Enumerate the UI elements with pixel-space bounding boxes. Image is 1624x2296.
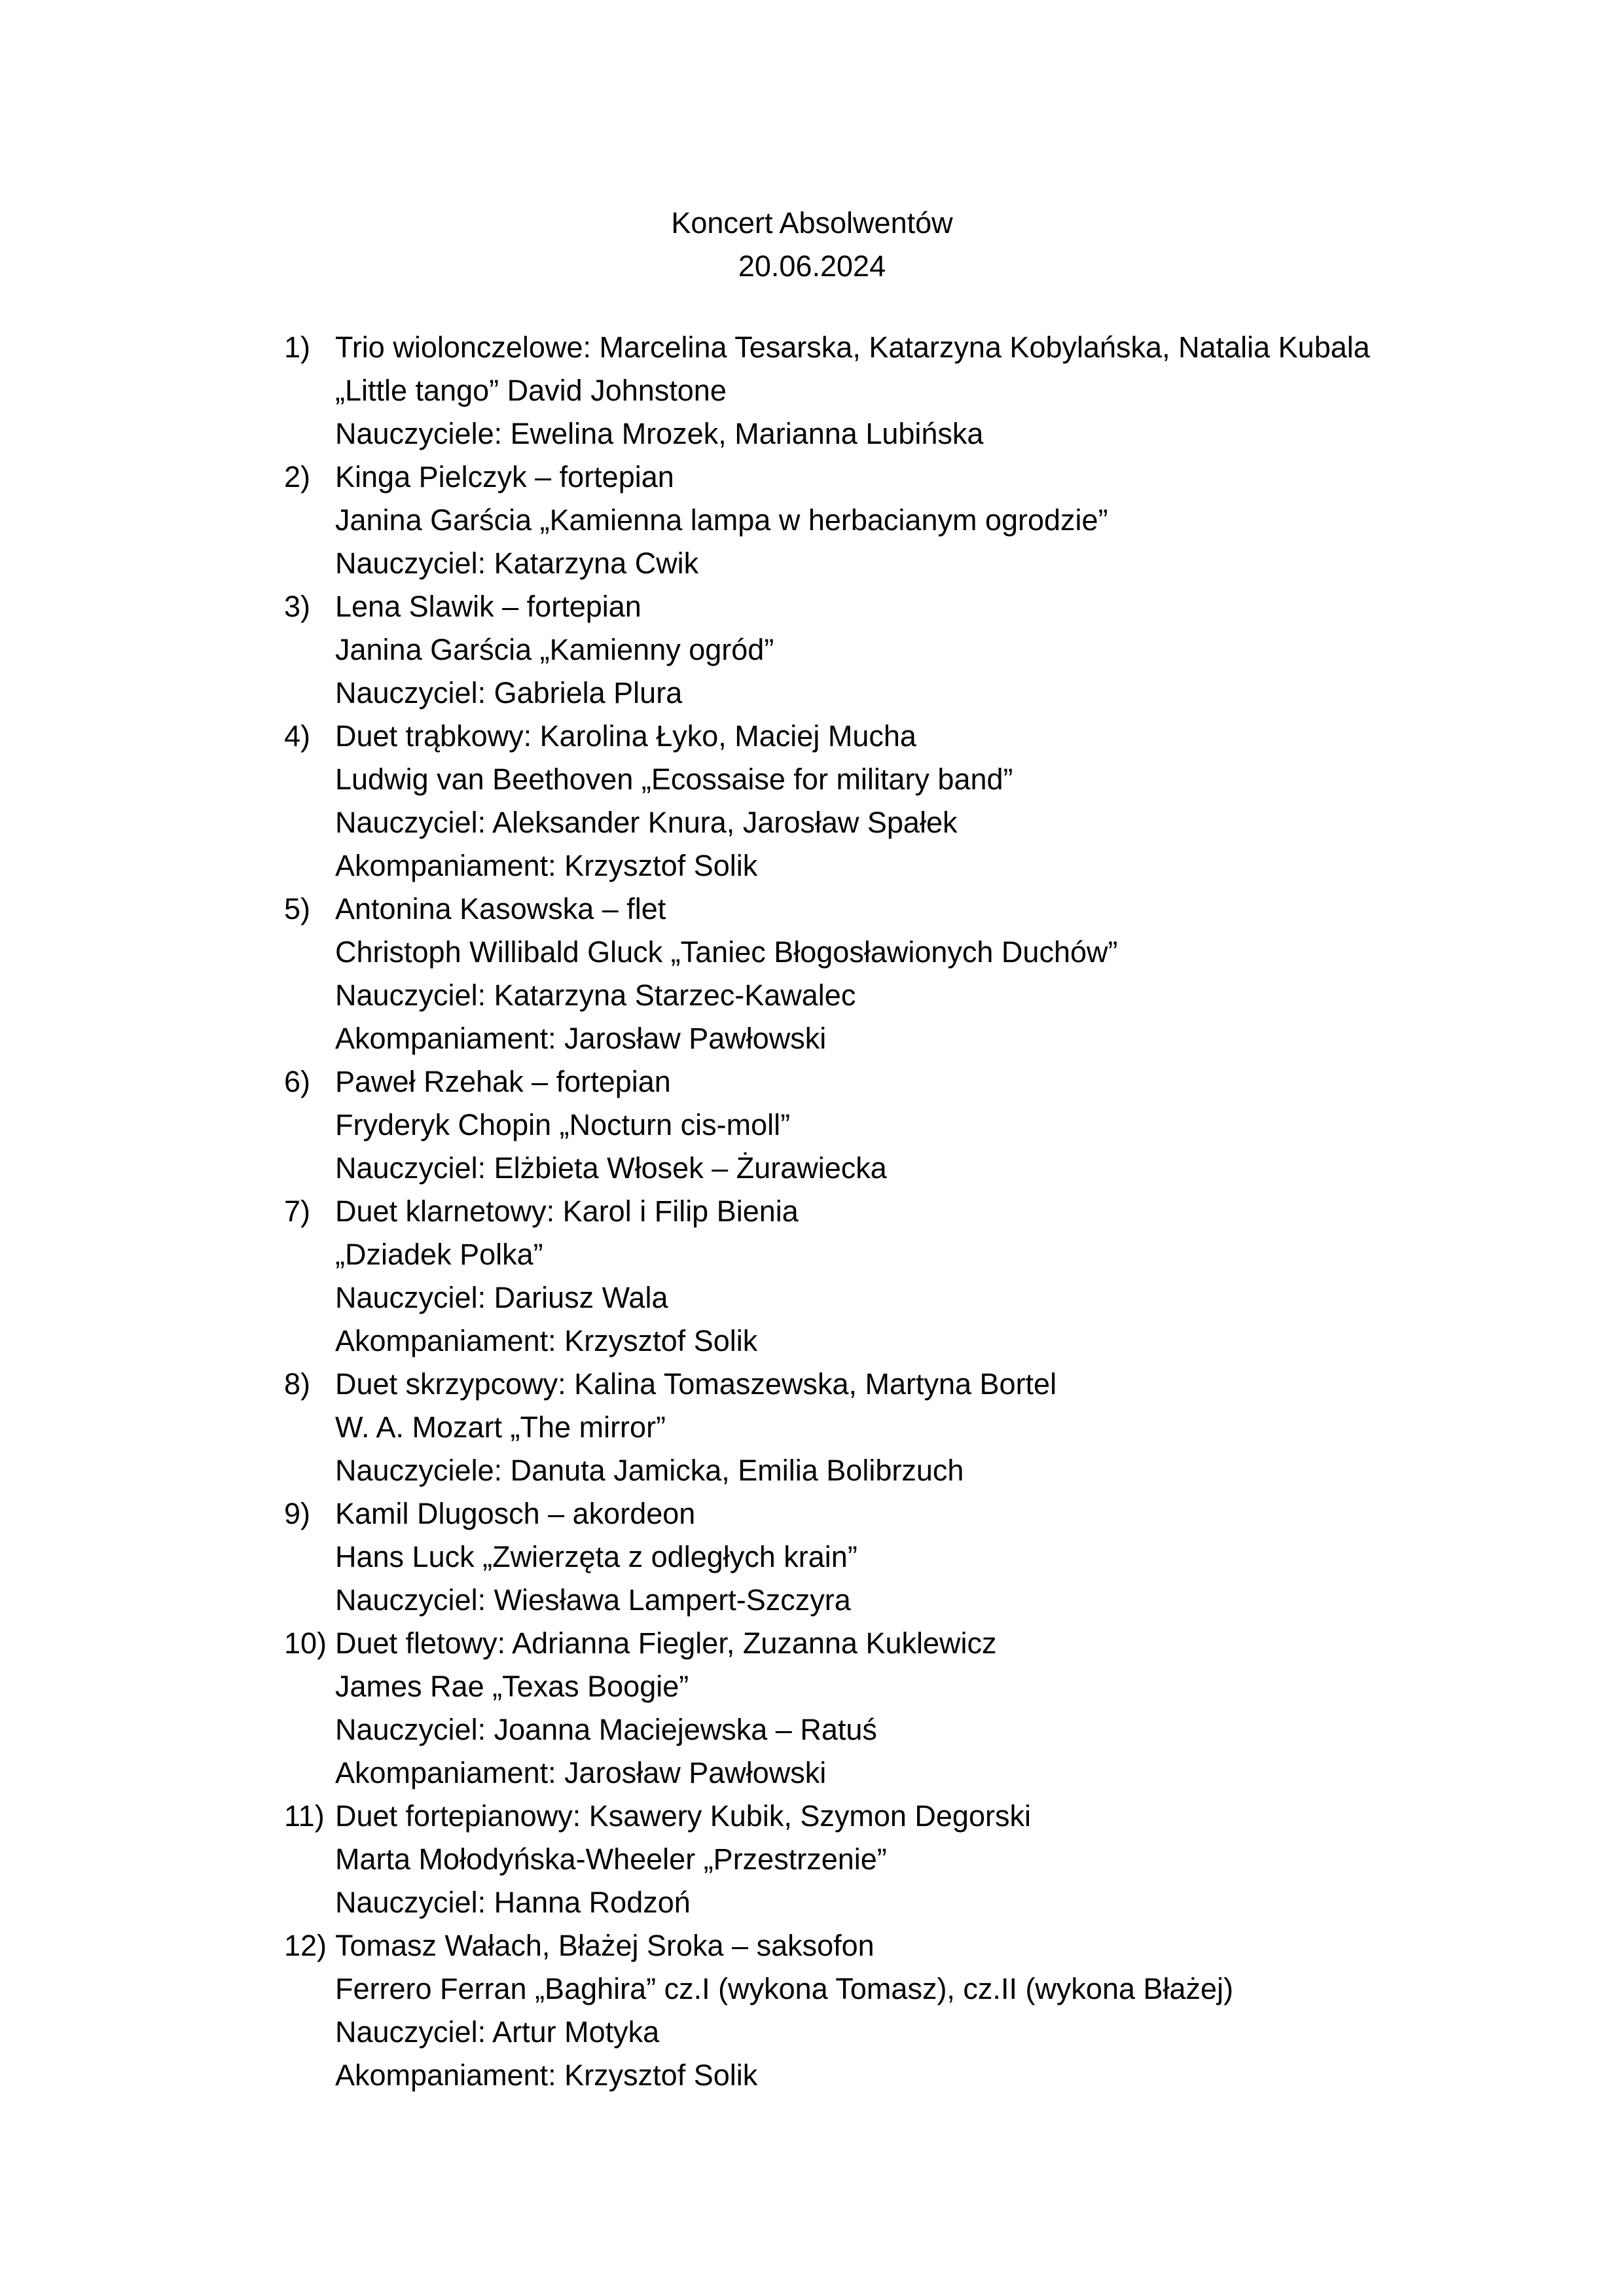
item-lines bbox=[335, 456, 1454, 585]
item-number: 6) bbox=[284, 1065, 311, 1098]
program-line: Ferrero Ferran „Baghira” cz.I (wykona Tomasz), cz.II (wykona Błażej) bbox=[335, 1972, 1234, 2005]
item-number: 11) bbox=[284, 1799, 325, 1833]
program-line: Hans Luck „Zwierzęta z odległych krain” bbox=[335, 1540, 857, 1573]
item-number: 10) bbox=[284, 1626, 327, 1660]
program-line: Duet fortepianowy: Ksawery Kubik, Szymon Degorski bbox=[335, 1799, 1031, 1833]
program-item bbox=[0, 888, 1624, 1060]
program-item bbox=[0, 1363, 1624, 1492]
program-line: „Little tango” David Johnstone bbox=[335, 374, 727, 407]
item-lines bbox=[335, 1622, 1454, 1795]
item-lines bbox=[335, 1795, 1454, 1924]
program-line: Ludwig van Beethoven „Ecossaise for military band” bbox=[335, 762, 1013, 796]
item-lines bbox=[335, 1190, 1454, 1363]
program-line: Nauczyciel: Gabriela Plura bbox=[335, 676, 683, 709]
program-line: W. A. Mozart „The mirror” bbox=[335, 1410, 666, 1444]
program-line: Nauczyciel: Aleksander Knura, Jarosław Spałek bbox=[335, 806, 958, 839]
item-lines bbox=[335, 326, 1454, 456]
program-line: Akompaniament: Krzysztof Solik bbox=[335, 849, 758, 882]
program-line: Janina Garścia „Kamienna lampa w herbacianym ogrodzie” bbox=[335, 503, 1108, 537]
program-line: Nauczyciel: Katarzyna Cwik bbox=[335, 547, 699, 580]
program-line: „Dziadek Polka” bbox=[335, 1238, 543, 1271]
program-line: Nauczyciel: Hanna Rodzoń bbox=[335, 1886, 691, 1919]
program-line: Tomasz Wałach, Błażej Sroka – saksofon bbox=[335, 1929, 875, 1962]
item-number: 2) bbox=[284, 460, 311, 493]
program-line: James Rae „Texas Boogie” bbox=[335, 1670, 689, 1703]
program-line: Nauczyciele: Danuta Jamicka, Emilia Bolibrzuch bbox=[335, 1454, 964, 1487]
program-line: Akompaniament: Krzysztof Solik bbox=[335, 1324, 758, 1357]
program-line: Marta Mołodyńska-Wheeler „Przestrzenie” bbox=[335, 1842, 887, 1876]
item-lines bbox=[335, 1363, 1454, 1492]
program-line: Duet klarnetowy: Karol i Filip Bienia bbox=[335, 1194, 799, 1228]
program-line: Lena Slawik – fortepian bbox=[335, 590, 641, 623]
page-title: Koncert Absolwentów bbox=[671, 206, 953, 240]
item-number: 7) bbox=[284, 1194, 311, 1228]
program-line: Antonina Kasowska – flet bbox=[335, 892, 666, 925]
item-lines bbox=[335, 1924, 1454, 2097]
program-line: Akompaniament: Jarosław Pawłowski bbox=[335, 1022, 827, 1055]
item-lines bbox=[335, 888, 1454, 1060]
program-item bbox=[0, 1060, 1624, 1190]
program-line: Christoph Willibald Gluck „Taniec Błogosławionych Duchów” bbox=[335, 935, 1118, 969]
program-item bbox=[0, 715, 1624, 888]
item-lines bbox=[335, 1060, 1454, 1190]
item-lines bbox=[335, 715, 1454, 888]
program-item bbox=[0, 1190, 1624, 1363]
program-line: Duet trąbkowy: Karolina Łyko, Maciej Mucha bbox=[335, 719, 916, 753]
title-block bbox=[0, 202, 1624, 288]
item-number: 9) bbox=[284, 1497, 311, 1530]
item-lines bbox=[335, 585, 1454, 715]
program-line: Janina Garścia „Kamienny ogród” bbox=[335, 633, 774, 666]
program-line: Nauczyciel: Katarzyna Starzec-Kawalec bbox=[335, 978, 856, 1012]
item-number: 4) bbox=[284, 719, 311, 753]
program-item bbox=[0, 1795, 1624, 1924]
program-line: Nauczyciel: Joanna Maciejewska – Ratuś bbox=[335, 1713, 877, 1746]
program-line: Nauczyciele: Ewelina Mrozek, Marianna Lubińska bbox=[335, 417, 984, 450]
program-item bbox=[0, 1924, 1624, 2097]
program-item bbox=[0, 585, 1624, 715]
program-item bbox=[0, 1492, 1624, 1622]
program-item bbox=[0, 326, 1624, 456]
item-number: 5) bbox=[284, 892, 311, 925]
item-number: 8) bbox=[284, 1367, 311, 1401]
program-item bbox=[0, 456, 1624, 585]
program-line: Fryderyk Chopin „Nocturn cis-moll” bbox=[335, 1108, 791, 1141]
program-item bbox=[0, 1622, 1624, 1795]
program-line: Akompaniament: Krzysztof Solik bbox=[335, 2058, 758, 2092]
program-line: Nauczyciel: Wiesława Lampert-Szczyra bbox=[335, 1583, 851, 1617]
program-list bbox=[0, 326, 1624, 2097]
program-line: Kamil Dlugosch – akordeon bbox=[335, 1497, 696, 1530]
item-number: 1) bbox=[284, 331, 311, 364]
page-date: 20.06.2024 bbox=[738, 249, 886, 283]
program-line: Nauczyciel: Dariusz Wala bbox=[335, 1281, 668, 1314]
program-line: Nauczyciel: Elżbieta Włosek – Żurawiecka bbox=[335, 1151, 887, 1185]
program-line: Akompaniament: Jarosław Pawłowski bbox=[335, 1756, 827, 1789]
program-line: Duet fletowy: Adrianna Fiegler, Zuzanna Kuklewicz bbox=[335, 1626, 997, 1660]
program-line: Trio wiolonczelowe: Marcelina Tesarska, Katarzyna Kobylańska, Natalia Kubala bbox=[335, 331, 1370, 364]
item-lines bbox=[335, 1492, 1454, 1622]
item-number: 12) bbox=[284, 1929, 327, 1962]
item-number: 3) bbox=[284, 590, 311, 623]
program-line: Nauczyciel: Artur Motyka bbox=[335, 2015, 660, 2049]
program-line: Kinga Pielczyk – fortepian bbox=[335, 460, 674, 493]
program-line: Paweł Rzehak – fortepian bbox=[335, 1065, 671, 1098]
program-line: Duet skrzypcowy: Kalina Tomaszewska, Martyna Bortel bbox=[335, 1367, 1057, 1401]
